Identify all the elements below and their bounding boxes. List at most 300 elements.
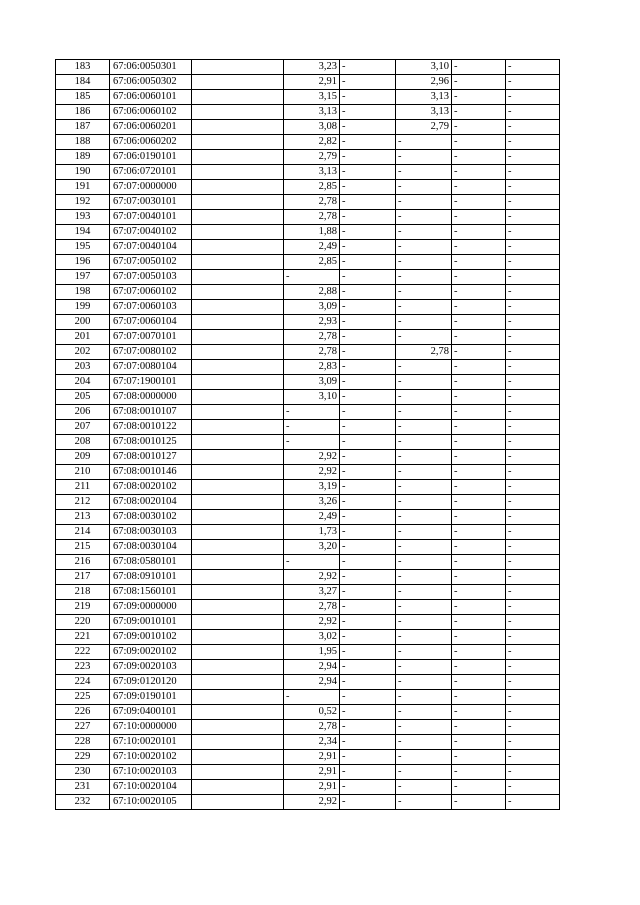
- value-2-cell: -: [340, 510, 396, 525]
- value-2-cell: -: [340, 480, 396, 495]
- value-4-cell: -: [452, 180, 506, 195]
- cadastral-code-cell: 67:10:0000000: [110, 720, 192, 735]
- row-number-cell: 189: [56, 150, 110, 165]
- value-4-cell: -: [452, 720, 506, 735]
- value-5-cell: -: [506, 105, 560, 120]
- value-3-cell: -: [396, 570, 452, 585]
- value-3-cell: -: [396, 435, 452, 450]
- value-2-cell: -: [340, 780, 396, 795]
- cadastral-code-cell: 67:09:0020103: [110, 660, 192, 675]
- value-4-cell: -: [452, 75, 506, 90]
- table-body: [56, 60, 560, 810]
- cadastral-code-cell: 67:08:0030102: [110, 510, 192, 525]
- value-2-cell: -: [340, 465, 396, 480]
- cadastral-code-cell: 67:06:0720101: [110, 165, 192, 180]
- table-row: [56, 270, 560, 285]
- table-row: [56, 675, 560, 690]
- value-5-cell: -: [506, 375, 560, 390]
- value-5-cell: -: [506, 300, 560, 315]
- row-number-cell: 207: [56, 420, 110, 435]
- value-1-cell: 3,23: [284, 60, 340, 75]
- table-row: [56, 315, 560, 330]
- value-3-cell: -: [396, 675, 452, 690]
- row-number-cell: 213: [56, 510, 110, 525]
- value-4-cell: -: [452, 570, 506, 585]
- row-number-cell: 211: [56, 480, 110, 495]
- cadastral-code-cell: 67:10:0020101: [110, 735, 192, 750]
- value-3-cell: -: [396, 750, 452, 765]
- row-number-cell: 187: [56, 120, 110, 135]
- row-number-cell: 201: [56, 330, 110, 345]
- value-1-cell: -: [284, 270, 340, 285]
- value-2-cell: -: [340, 660, 396, 675]
- value-1-cell: 2,85: [284, 255, 340, 270]
- value-5-cell: -: [506, 525, 560, 540]
- value-3-cell: -: [396, 270, 452, 285]
- value-1-cell: 2,34: [284, 735, 340, 750]
- value-4-cell: -: [452, 330, 506, 345]
- table-row: [56, 750, 560, 765]
- value-4-cell: -: [452, 225, 506, 240]
- value-2-cell: -: [340, 435, 396, 450]
- row-number-cell: 183: [56, 60, 110, 75]
- value-2-cell: -: [340, 60, 396, 75]
- blank-cell-cell: [192, 600, 284, 615]
- blank-cell-cell: [192, 360, 284, 375]
- value-1-cell: 2,78: [284, 600, 340, 615]
- row-number-cell: 214: [56, 525, 110, 540]
- data-table-container: [55, 59, 559, 810]
- value-2-cell: -: [340, 420, 396, 435]
- blank-cell-cell: [192, 330, 284, 345]
- table-row: [56, 375, 560, 390]
- row-number-cell: 193: [56, 210, 110, 225]
- value-5-cell: -: [506, 720, 560, 735]
- row-number-cell: 219: [56, 600, 110, 615]
- value-2-cell: -: [340, 345, 396, 360]
- value-4-cell: -: [452, 735, 506, 750]
- value-4-cell: -: [452, 480, 506, 495]
- table-row: [56, 645, 560, 660]
- value-3-cell: -: [396, 690, 452, 705]
- value-4-cell: -: [452, 630, 506, 645]
- cadastral-code-cell: 67:08:0000000: [110, 390, 192, 405]
- table-row: [56, 615, 560, 630]
- value-4-cell: -: [452, 345, 506, 360]
- value-2-cell: -: [340, 315, 396, 330]
- cadastral-code-cell: 67:08:0030104: [110, 540, 192, 555]
- cadastral-code-cell: 67:08:0910101: [110, 570, 192, 585]
- table-row: [56, 180, 560, 195]
- value-3-cell: -: [396, 555, 452, 570]
- table-row: [56, 705, 560, 720]
- blank-cell-cell: [192, 540, 284, 555]
- value-5-cell: -: [506, 450, 560, 465]
- value-4-cell: -: [452, 495, 506, 510]
- blank-cell-cell: [192, 765, 284, 780]
- value-3-cell: 3,13: [396, 105, 452, 120]
- row-number-cell: 186: [56, 105, 110, 120]
- value-1-cell: 2,91: [284, 765, 340, 780]
- row-number-cell: 184: [56, 75, 110, 90]
- table-row: [56, 540, 560, 555]
- value-4-cell: -: [452, 660, 506, 675]
- blank-cell-cell: [192, 105, 284, 120]
- value-2-cell: -: [340, 645, 396, 660]
- value-1-cell: 0,52: [284, 705, 340, 720]
- value-3-cell: -: [396, 195, 452, 210]
- cadastral-code-cell: 67:08:0010107: [110, 405, 192, 420]
- value-1-cell: 2,78: [284, 330, 340, 345]
- blank-cell-cell: [192, 300, 284, 315]
- blank-cell-cell: [192, 645, 284, 660]
- value-1-cell: 3,20: [284, 540, 340, 555]
- value-2-cell: -: [340, 225, 396, 240]
- value-5-cell: -: [506, 570, 560, 585]
- value-4-cell: -: [452, 750, 506, 765]
- value-2-cell: -: [340, 105, 396, 120]
- value-1-cell: 3,13: [284, 165, 340, 180]
- blank-cell-cell: [192, 555, 284, 570]
- value-2-cell: -: [340, 525, 396, 540]
- blank-cell-cell: [192, 270, 284, 285]
- table-row: [56, 165, 560, 180]
- value-1-cell: 2,49: [284, 240, 340, 255]
- value-4-cell: -: [452, 405, 506, 420]
- value-2-cell: -: [340, 585, 396, 600]
- value-5-cell: -: [506, 735, 560, 750]
- table-row: [56, 720, 560, 735]
- value-4-cell: -: [452, 90, 506, 105]
- value-3-cell: -: [396, 135, 452, 150]
- value-5-cell: -: [506, 540, 560, 555]
- value-2-cell: -: [340, 795, 396, 810]
- value-3-cell: -: [396, 255, 452, 270]
- value-1-cell: 2,49: [284, 510, 340, 525]
- value-5-cell: -: [506, 60, 560, 75]
- cadastral-code-cell: 67:08:0020102: [110, 480, 192, 495]
- value-2-cell: -: [340, 90, 396, 105]
- cadastral-code-cell: 67:06:0190101: [110, 150, 192, 165]
- row-number-cell: 224: [56, 675, 110, 690]
- value-4-cell: -: [452, 240, 506, 255]
- value-5-cell: -: [506, 765, 560, 780]
- value-5-cell: -: [506, 180, 560, 195]
- blank-cell-cell: [192, 375, 284, 390]
- table-row: [56, 465, 560, 480]
- table-row: [56, 120, 560, 135]
- cadastral-code-cell: 67:07:0000000: [110, 180, 192, 195]
- value-4-cell: -: [452, 285, 506, 300]
- value-4-cell: -: [452, 105, 506, 120]
- value-1-cell: 3,09: [284, 300, 340, 315]
- cadastral-code-cell: 67:08:0030103: [110, 525, 192, 540]
- table-row: [56, 135, 560, 150]
- value-5-cell: -: [506, 75, 560, 90]
- value-3-cell: 3,10: [396, 60, 452, 75]
- row-number-cell: 231: [56, 780, 110, 795]
- blank-cell-cell: [192, 705, 284, 720]
- blank-cell-cell: [192, 525, 284, 540]
- value-3-cell: -: [396, 615, 452, 630]
- blank-cell-cell: [192, 90, 284, 105]
- value-4-cell: -: [452, 300, 506, 315]
- cadastral-code-cell: 67:07:0060102: [110, 285, 192, 300]
- table-row: [56, 660, 560, 675]
- value-5-cell: -: [506, 210, 560, 225]
- table-row: [56, 90, 560, 105]
- blank-cell-cell: [192, 255, 284, 270]
- value-4-cell: -: [452, 255, 506, 270]
- blank-cell-cell: [192, 735, 284, 750]
- value-4-cell: -: [452, 705, 506, 720]
- value-2-cell: -: [340, 270, 396, 285]
- value-1-cell: 1,95: [284, 645, 340, 660]
- value-2-cell: -: [340, 450, 396, 465]
- value-4-cell: -: [452, 435, 506, 450]
- cadastral-values-table: [55, 59, 560, 810]
- value-1-cell: 2,93: [284, 315, 340, 330]
- row-number-cell: 221: [56, 630, 110, 645]
- value-2-cell: -: [340, 495, 396, 510]
- value-5-cell: -: [506, 225, 560, 240]
- value-3-cell: -: [396, 360, 452, 375]
- value-3-cell: -: [396, 330, 452, 345]
- value-1-cell: 2,94: [284, 675, 340, 690]
- value-4-cell: -: [452, 510, 506, 525]
- value-5-cell: -: [506, 420, 560, 435]
- cadastral-code-cell: 67:09:0010101: [110, 615, 192, 630]
- value-4-cell: -: [452, 420, 506, 435]
- blank-cell-cell: [192, 720, 284, 735]
- table-row: [56, 285, 560, 300]
- blank-cell-cell: [192, 60, 284, 75]
- value-3-cell: -: [396, 240, 452, 255]
- row-number-cell: 195: [56, 240, 110, 255]
- value-2-cell: -: [340, 75, 396, 90]
- value-5-cell: -: [506, 750, 560, 765]
- value-5-cell: -: [506, 495, 560, 510]
- table-row: [56, 345, 560, 360]
- value-1-cell: 3,13: [284, 105, 340, 120]
- cadastral-code-cell: 67:06:0060102: [110, 105, 192, 120]
- value-3-cell: -: [396, 795, 452, 810]
- blank-cell-cell: [192, 480, 284, 495]
- table-row: [56, 330, 560, 345]
- row-number-cell: 191: [56, 180, 110, 195]
- value-3-cell: -: [396, 405, 452, 420]
- value-5-cell: -: [506, 435, 560, 450]
- value-1-cell: 2,92: [284, 465, 340, 480]
- value-4-cell: -: [452, 795, 506, 810]
- value-1-cell: 2,91: [284, 75, 340, 90]
- row-number-cell: 227: [56, 720, 110, 735]
- value-2-cell: -: [340, 690, 396, 705]
- value-2-cell: -: [340, 150, 396, 165]
- table-row: [56, 240, 560, 255]
- value-4-cell: -: [452, 450, 506, 465]
- value-2-cell: -: [340, 375, 396, 390]
- value-5-cell: -: [506, 585, 560, 600]
- value-4-cell: -: [452, 555, 506, 570]
- blank-cell-cell: [192, 660, 284, 675]
- cadastral-code-cell: 67:07:0060104: [110, 315, 192, 330]
- table-row: [56, 300, 560, 315]
- row-number-cell: 204: [56, 375, 110, 390]
- row-number-cell: 196: [56, 255, 110, 270]
- value-1-cell: 2,78: [284, 345, 340, 360]
- value-1-cell: 2,92: [284, 615, 340, 630]
- row-number-cell: 223: [56, 660, 110, 675]
- blank-cell-cell: [192, 795, 284, 810]
- value-5-cell: -: [506, 615, 560, 630]
- value-5-cell: -: [506, 645, 560, 660]
- value-5-cell: -: [506, 345, 560, 360]
- cadastral-code-cell: 67:08:0010122: [110, 420, 192, 435]
- blank-cell-cell: [192, 450, 284, 465]
- value-2-cell: -: [340, 405, 396, 420]
- value-5-cell: -: [506, 390, 560, 405]
- cadastral-code-cell: 67:09:0120120: [110, 675, 192, 690]
- blank-cell-cell: [192, 165, 284, 180]
- value-2-cell: -: [340, 180, 396, 195]
- value-1-cell: 2,92: [284, 795, 340, 810]
- cadastral-code-cell: 67:09:0190101: [110, 690, 192, 705]
- row-number-cell: 228: [56, 735, 110, 750]
- blank-cell-cell: [192, 210, 284, 225]
- table-row: [56, 480, 560, 495]
- table-row: [56, 360, 560, 375]
- value-2-cell: -: [340, 555, 396, 570]
- table-row: [56, 255, 560, 270]
- row-number-cell: 222: [56, 645, 110, 660]
- value-1-cell: 3,08: [284, 120, 340, 135]
- table-row: [56, 765, 560, 780]
- row-number-cell: 225: [56, 690, 110, 705]
- cadastral-code-cell: 67:06:0060202: [110, 135, 192, 150]
- cadastral-code-cell: 67:08:0010146: [110, 465, 192, 480]
- cadastral-code-cell: 67:07:0060103: [110, 300, 192, 315]
- blank-cell-cell: [192, 405, 284, 420]
- value-4-cell: -: [452, 150, 506, 165]
- value-2-cell: -: [340, 285, 396, 300]
- cadastral-code-cell: 67:06:0060101: [110, 90, 192, 105]
- table-row: [56, 630, 560, 645]
- row-number-cell: 194: [56, 225, 110, 240]
- value-1-cell: 2,78: [284, 195, 340, 210]
- cadastral-code-cell: 67:09:0020102: [110, 645, 192, 660]
- value-4-cell: -: [452, 585, 506, 600]
- value-3-cell: -: [396, 375, 452, 390]
- cadastral-code-cell: 67:10:0020103: [110, 765, 192, 780]
- value-3-cell: -: [396, 525, 452, 540]
- value-5-cell: -: [506, 510, 560, 525]
- value-4-cell: -: [452, 540, 506, 555]
- table-row: [56, 390, 560, 405]
- table-row: [56, 420, 560, 435]
- value-1-cell: 3,15: [284, 90, 340, 105]
- blank-cell-cell: [192, 495, 284, 510]
- value-1-cell: 3,02: [284, 630, 340, 645]
- value-3-cell: -: [396, 765, 452, 780]
- value-2-cell: -: [340, 360, 396, 375]
- table-row: [56, 795, 560, 810]
- table-row: [56, 690, 560, 705]
- value-4-cell: -: [452, 165, 506, 180]
- value-1-cell: -: [284, 435, 340, 450]
- table-row: [56, 525, 560, 540]
- value-3-cell: 2,78: [396, 345, 452, 360]
- table-row: [56, 195, 560, 210]
- table-row: [56, 555, 560, 570]
- value-4-cell: -: [452, 375, 506, 390]
- value-1-cell: 2,82: [284, 135, 340, 150]
- row-number-cell: 232: [56, 795, 110, 810]
- value-1-cell: -: [284, 405, 340, 420]
- row-number-cell: 198: [56, 285, 110, 300]
- row-number-cell: 199: [56, 300, 110, 315]
- value-3-cell: -: [396, 315, 452, 330]
- value-3-cell: -: [396, 660, 452, 675]
- value-5-cell: -: [506, 795, 560, 810]
- value-2-cell: -: [340, 630, 396, 645]
- value-2-cell: -: [340, 120, 396, 135]
- value-1-cell: 3,19: [284, 480, 340, 495]
- table-row: [56, 210, 560, 225]
- blank-cell-cell: [192, 135, 284, 150]
- cadastral-code-cell: 67:07:0050102: [110, 255, 192, 270]
- blank-cell-cell: [192, 615, 284, 630]
- table-row: [56, 60, 560, 75]
- cadastral-code-cell: 67:06:0050301: [110, 60, 192, 75]
- cadastral-code-cell: 67:06:0050302: [110, 75, 192, 90]
- blank-cell-cell: [192, 750, 284, 765]
- row-number-cell: 226: [56, 705, 110, 720]
- value-1-cell: 2,94: [284, 660, 340, 675]
- row-number-cell: 218: [56, 585, 110, 600]
- value-4-cell: -: [452, 60, 506, 75]
- blank-cell-cell: [192, 585, 284, 600]
- blank-cell-cell: [192, 675, 284, 690]
- blank-cell-cell: [192, 390, 284, 405]
- table-row: [56, 780, 560, 795]
- value-4-cell: -: [452, 525, 506, 540]
- row-number-cell: 230: [56, 765, 110, 780]
- cadastral-code-cell: 67:07:0040101: [110, 210, 192, 225]
- value-1-cell: 2,85: [284, 180, 340, 195]
- table-row: [56, 435, 560, 450]
- value-2-cell: -: [340, 720, 396, 735]
- value-3-cell: 3,13: [396, 90, 452, 105]
- value-3-cell: -: [396, 705, 452, 720]
- blank-cell-cell: [192, 225, 284, 240]
- row-number-cell: 202: [56, 345, 110, 360]
- value-3-cell: -: [396, 150, 452, 165]
- blank-cell-cell: [192, 315, 284, 330]
- value-5-cell: -: [506, 165, 560, 180]
- value-5-cell: -: [506, 660, 560, 675]
- value-2-cell: -: [340, 300, 396, 315]
- value-1-cell: 3,10: [284, 390, 340, 405]
- row-number-cell: 215: [56, 540, 110, 555]
- row-number-cell: 185: [56, 90, 110, 105]
- blank-cell-cell: [192, 420, 284, 435]
- value-1-cell: 3,26: [284, 495, 340, 510]
- value-2-cell: -: [340, 765, 396, 780]
- value-4-cell: -: [452, 465, 506, 480]
- cadastral-code-cell: 67:07:0040104: [110, 240, 192, 255]
- value-3-cell: -: [396, 165, 452, 180]
